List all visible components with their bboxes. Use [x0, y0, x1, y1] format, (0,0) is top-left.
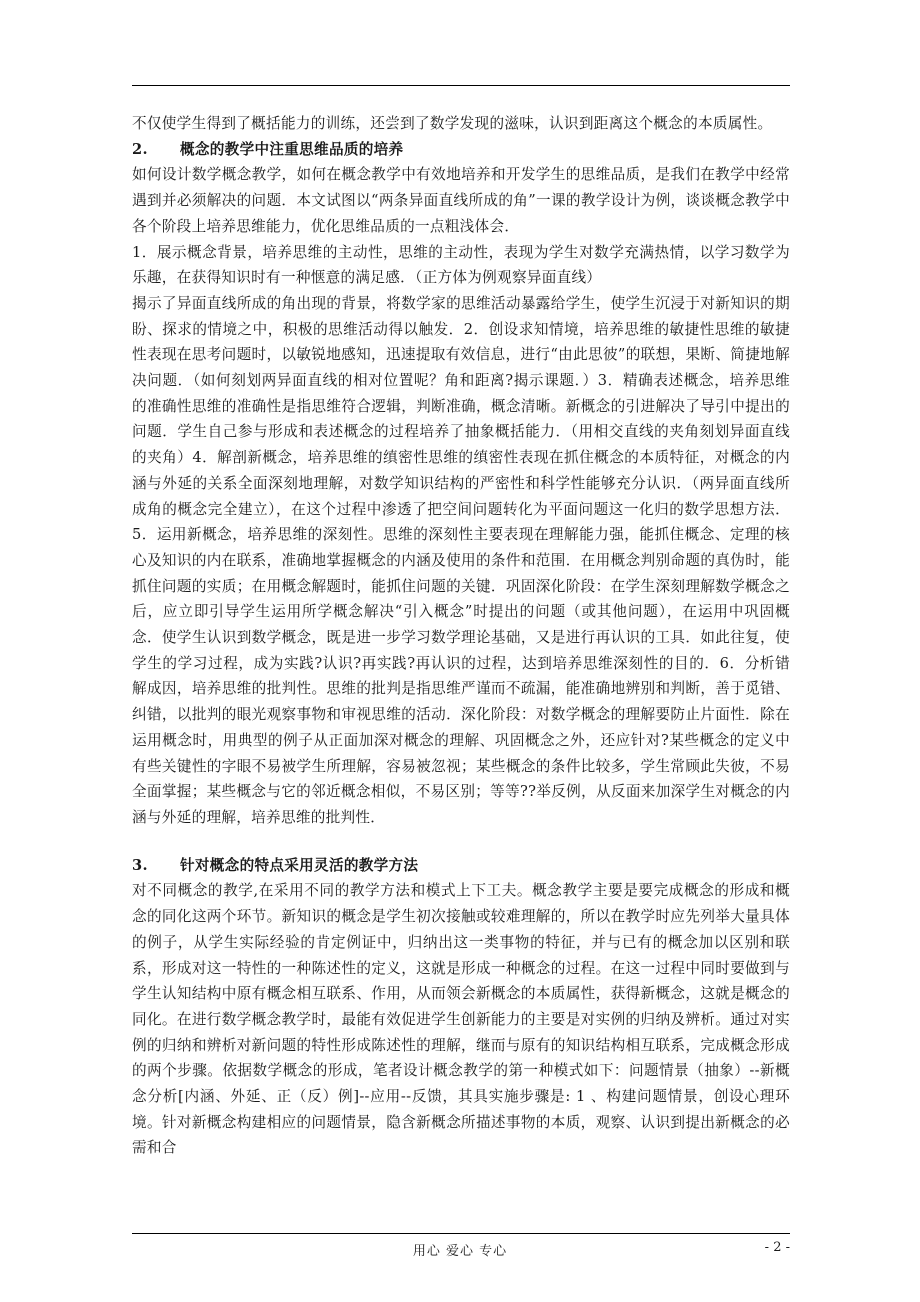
footer-motto: 用心 爱心 专心 [412, 1244, 508, 1259]
body-text [132, 111, 790, 1161]
section-number: 3. [132, 856, 148, 874]
paragraph: 1．展示概念背景，培养思维的主动性，思维的主动性，表现为学生对数学充满热情，以学习数学为乐趣，在获得知识时有一种惬意的满足感．（正方体为例观察异面直线） [132, 243, 790, 287]
page-number: - 2 - [764, 1240, 790, 1255]
paragraph: 不仅使学生得到了概括能力的训练，还尝到了数学发现的滋味，认识到距离这个概念的本质属性。 [132, 115, 773, 132]
paragraph: 揭示了异面直线所成的角出现的背景，将数学家的思维活动暴露给学生，使学生沉浸于对新知识的期盼、探求的情境之中，积极的思维活动得以触发．2．创设求知情境，培养思维的敏捷性思维的敏捷性表现在思考问题时，以敏锐地感知，迅速提取有效信息，进行“由此思彼”的联想，果断、简捷地解决问题．（如何刻划两异面直线的相对位置呢？角和距离?揭示课题．）3．精确表述概念，培养思维的准确性思维的准确性是指思维符合逻辑，判断准确，概念清晰。新概念的引进解决了导引中提出的问题．学生自己参与形成和表述概念的过程培养了抽象概括能力．（用相交直线的夹角刻划异面直线的夹角）4．解剖新概念，培养思维的缜密性思维的缜密性表现在抓住概念的本质特征，对概念的内涵与外延的关系全面深刻地理解，对数学知识结构的严密性和科学性能够充分认识．（两异面直线所成角的概念完全建立），在这个过程中渗透了把空间问题转化为平面问题这一化归的数学思想方法．5．运用新概念，培养思维的深刻性。思维的深刻性主要表现在理解能力强，能抓住概念、定理的核心及知识的内在联系，准确地掌握概念的内涵及使用的条件和范围．在用概念判别命题的真伪时，能抓住问题的实质；在用概念解题时，能抓住问题的关键．巩固深化阶段：在学生深刻理解数学概念之后，应立即引导学生运用所学概念解决“引入概念”时提出的问题（或其他问题），在运用中巩固概念．使学生认识到数学概念，既是进一步学习数学理论基础，又是进行再认识的工具．如此往复，使学生的学习过程，成为实践?认识?再实践?再认识的过程，达到培养思维深刻性的目的．6．分析错解成因，培养思维的批判性。思维的批判是指思维严谨而不疏漏，能准确地辨别和判断，善于觅错、纠错，以批判的眼光观察事物和审视思维的活动．深化阶段：对数学概念的理解要防止片面性．除在运用概念时，用典型的例子从正面加深对概念的理解、巩固概念之外，还应针对?某些概念的定义中有些关键性的字眼不易被学生所理解，容易被忽视；某些概念的条件比较多，学生常顾此失彼，不易全面掌握；某些概念与它的邻近概念相似，不易区别；等等??举反例，从反面来加深学生对概念的内涵与外延的理解，培养思维的批判性． [132, 294, 790, 826]
section-heading [132, 137, 790, 163]
section-title: 针对概念的特点采用灵活的教学方法 [180, 856, 419, 874]
section-title: 概念的教学中注重思维品质的培养 [180, 140, 404, 158]
paragraph: 对不同概念的教学,在采用不同的教学方法和模式上下工夫。概念教学主要是要完成概念的形成和概念的同化这两个环节。新知识的概念是学生初次接触或较难理解的，所以在教学时应先列举大量具体的例子，从学生实际经验的肯定例证中，归纳出这一类事物的特征，并与已有的概念加以区别和联系，形成对这一特性的一种陈述性的定义，这就是形成一种概念的过程。在这一过程中同时要做到与学生认知结构中原有概念相互联系、作用，从而领会新概念的本质属性，获得新概念，这就是概念的同化。在进行数学概念教学时，最能有效促进学生创新能力的主要是对实例的归纳及辨析。通过对实例的归纳和辨析对新问题的特性形成陈述性的理解，继而与原有的知识结构相互联系，完成概念形成的两个步骤。依据数学概念的形成，笔者设计概念教学的第一种模式如下：问题情景（抽象）--新概念分析[内涵、外延、正（反）例]--应用--反馈，其具实施步骤是: 1 、构建问题情景，创设心理环境。针对新概念构建相应的问题情景，隐含新概念所描述事物的本质，观察、认识到提出新概念的必需和合 [132, 882, 790, 1157]
paragraph-gap [132, 831, 790, 853]
footer-rule [132, 1233, 790, 1234]
header-rule [132, 85, 790, 86]
section-heading [132, 853, 790, 879]
section-number: 2. [132, 140, 148, 158]
paragraph: 如何设计数学概念教学，如何在概念教学中有效地培养和开发学生的思维品质，是我们在教学中经常遇到并必须解决的问题．本文试图以“两条异面直线所成的角”一课的教学设计为例，谈谈概念教学中各个阶段上培养思维能力，优化思维品质的一点粗浅体会． [132, 166, 790, 235]
